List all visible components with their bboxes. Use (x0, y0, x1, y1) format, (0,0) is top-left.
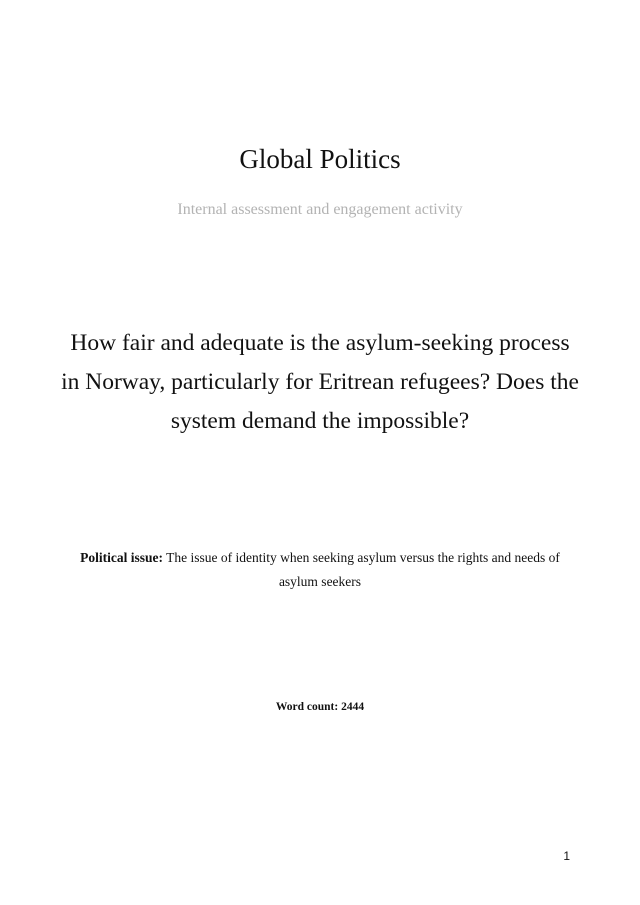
page-number: 1 (563, 849, 570, 863)
research-question: How fair and adequate is the asylum-seeking process in Norway, particularly for Eritrean refugees? Does the system demand the impossible? (61, 330, 579, 434)
political-issue-label: Political issue: (80, 550, 164, 565)
political-issue-paragraph (60, 546, 580, 594)
document-title: Global Politics (239, 144, 401, 174)
word-count: Word count: 2444 (275, 701, 365, 713)
document-subtitle: Internal assessment and engagement activity (177, 201, 463, 218)
political-issue-text: The issue of identity when seeking asylum versus the rights and needs of asylum seekers (166, 550, 560, 589)
